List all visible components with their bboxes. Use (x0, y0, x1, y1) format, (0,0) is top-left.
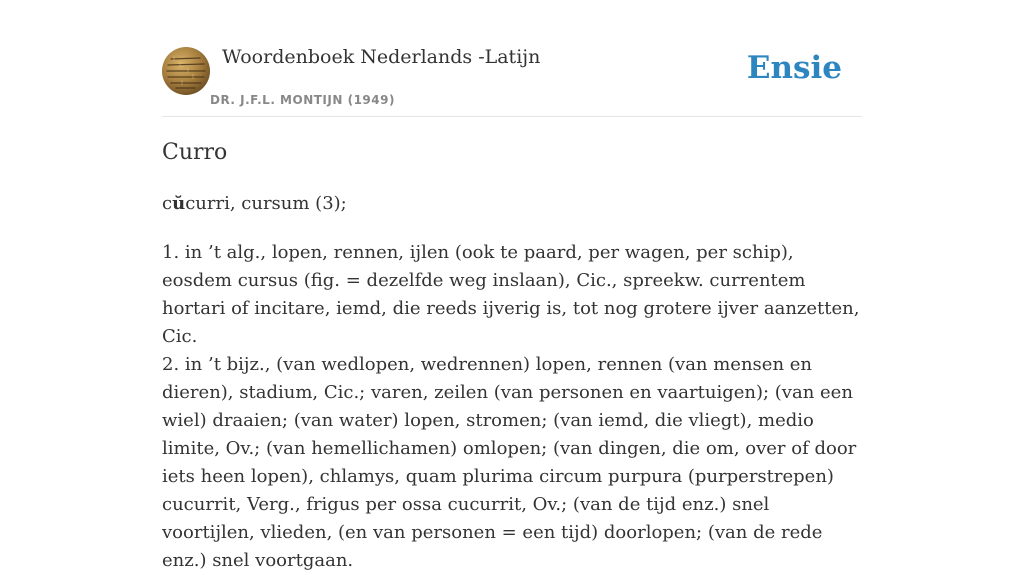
definition-paragraph-2: 2. in ’t bijz., (van wedlopen, wedrennen) lopen, rennen (van mensen en dieren), stadium, Cic.; varen, zeilen (van personen en vaartuigen); (van een wiel) draaien; (van water) lopen, stromen; (van iemd, die vliegt), medio limite, Ov.; (van hemellichamen) omlopen; (van dingen, die om, over of door iets heen lopen), chlamys, quam plurima circum purpura (purperstrepen) cucurrit, Verg., frigus per ossa cucurrit, Ov.; (van de tijd enz.) snel voortijlen, vlieden, (en van personen = een tijd) doorlopen; (van de rede enz.) snel voortgaan. (162, 354, 857, 571)
entry-title: Curro (162, 140, 228, 165)
ensie-logo-link[interactable]: Ensie (746, 50, 842, 86)
header (162, 40, 862, 117)
inscribed-coin-icon[interactable] (162, 47, 210, 95)
definition-body (162, 239, 862, 575)
grammar-prefix: c (162, 193, 173, 214)
grammar-line (162, 193, 347, 214)
book-title[interactable]: Woordenboek Nederlands -Latijn (222, 46, 541, 68)
grammar-stressed-vowel: ŭ (172, 193, 186, 214)
book-author: DR. J.F.L. MONTIJN (1949) (210, 93, 395, 107)
grammar-rest: curri, cursum (3); (185, 193, 347, 214)
definition-paragraph-1: 1. in ’t alg., lopen, rennen, ijlen (ook te paard, per wagen, per schip), eosdem cursus (fig. = dezelfde weg inslaan), Cic., spreekw. currentem hortari of incitare, iemd, die reeds ijverig is, tot nog grotere ijver aanzetten, Cic. (162, 242, 860, 347)
